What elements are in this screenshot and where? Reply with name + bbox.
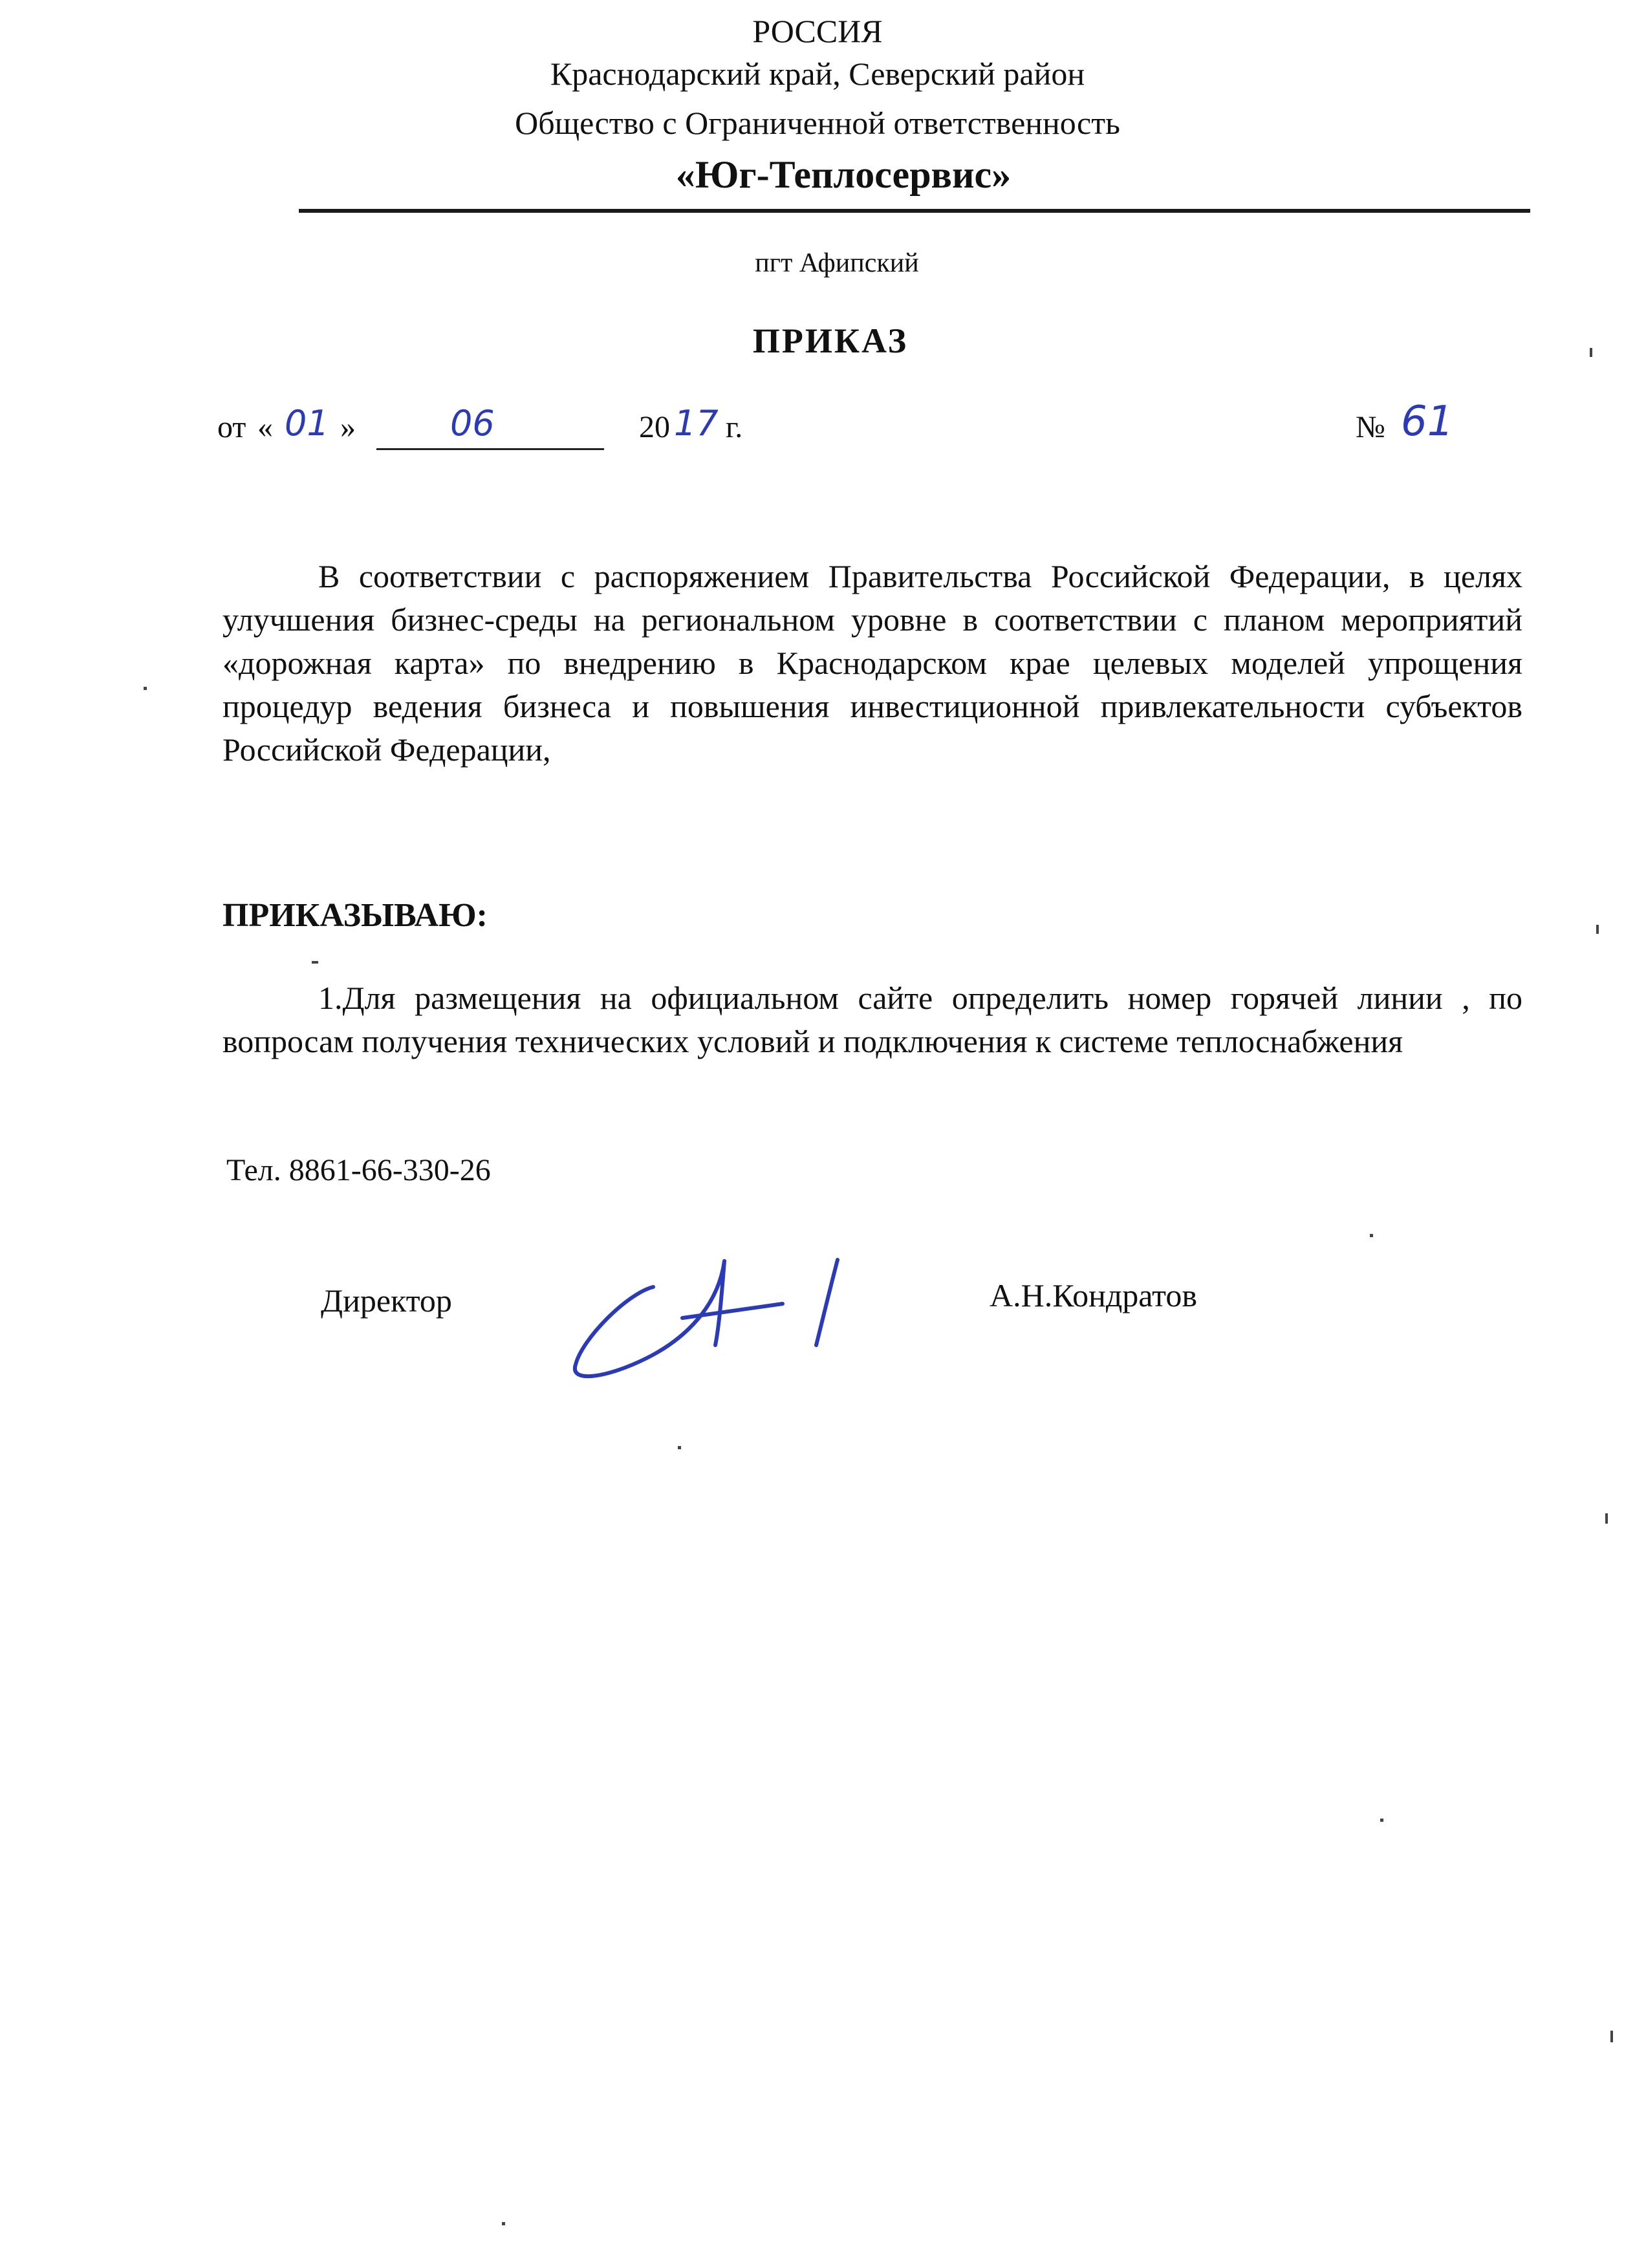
date-quote-open: « <box>257 410 273 444</box>
signatory-position: Директор <box>321 1282 452 1319</box>
date-day: 01 <box>285 403 329 444</box>
month-underline <box>376 448 604 450</box>
preamble-paragraph: В соответствии с распоряжением Правительства Российской Федерации, в целях улучшения бизнес-среды на региональном уровне в соответствии с планом мероприятий «дорожная карта» по внедрению в Краснодарском крае целевых моделей упрощения процедур ведения бизнеса и повышения инвестиционной привлекательности субъектов Российской Федерации, <box>222 558 1522 768</box>
scan-speck <box>678 1446 681 1449</box>
header-org-type: Общество с Ограниченной ответственность <box>515 105 1120 141</box>
order-heading: ПРИКАЗЫВАЮ: <box>222 897 488 934</box>
date-year-prefix: 20 <box>639 410 670 444</box>
scan-speck <box>312 961 318 964</box>
header-divider <box>299 209 1530 213</box>
scan-speck <box>1590 348 1592 357</box>
date-number-line <box>217 398 1478 456</box>
scan-speck <box>1605 1513 1608 1524</box>
scan-speck <box>144 687 147 690</box>
date-month: 06 <box>450 403 495 444</box>
scan-speck <box>502 2222 505 2225</box>
document-title: ПРИКАЗ <box>752 321 909 360</box>
signatory-name: А.Н.Кондратов <box>990 1277 1197 1313</box>
scan-speck <box>1380 1819 1383 1822</box>
header-town: пгт Афипский <box>755 248 919 278</box>
date-year-unit: г. <box>726 410 743 444</box>
header-country: РОССИЯ <box>752 13 883 49</box>
handwritten-signature <box>569 1248 867 1390</box>
scan-speck <box>1370 1234 1373 1237</box>
document-number: 61 <box>1401 398 1454 446</box>
hotline-phone: Тел. 8861-66-330-26 <box>226 1153 491 1187</box>
date-prefix: от <box>217 410 246 444</box>
date-year-suffix: 17 <box>674 403 719 444</box>
scan-speck <box>1610 2031 1613 2042</box>
date-quote-close: » <box>340 410 356 444</box>
order-item-1: 1.Для размещения на официальном сайте определить номер горячей линии , по вопросам получения технических условий и подключения к системе теплоснабжения <box>222 980 1522 1059</box>
number-label: № <box>1356 410 1385 444</box>
scan-speck <box>1596 925 1599 934</box>
header-org-name: «Юг-Теплосервис» <box>675 153 1012 196</box>
header-region: Краснодарский край, Северский район <box>550 56 1085 92</box>
